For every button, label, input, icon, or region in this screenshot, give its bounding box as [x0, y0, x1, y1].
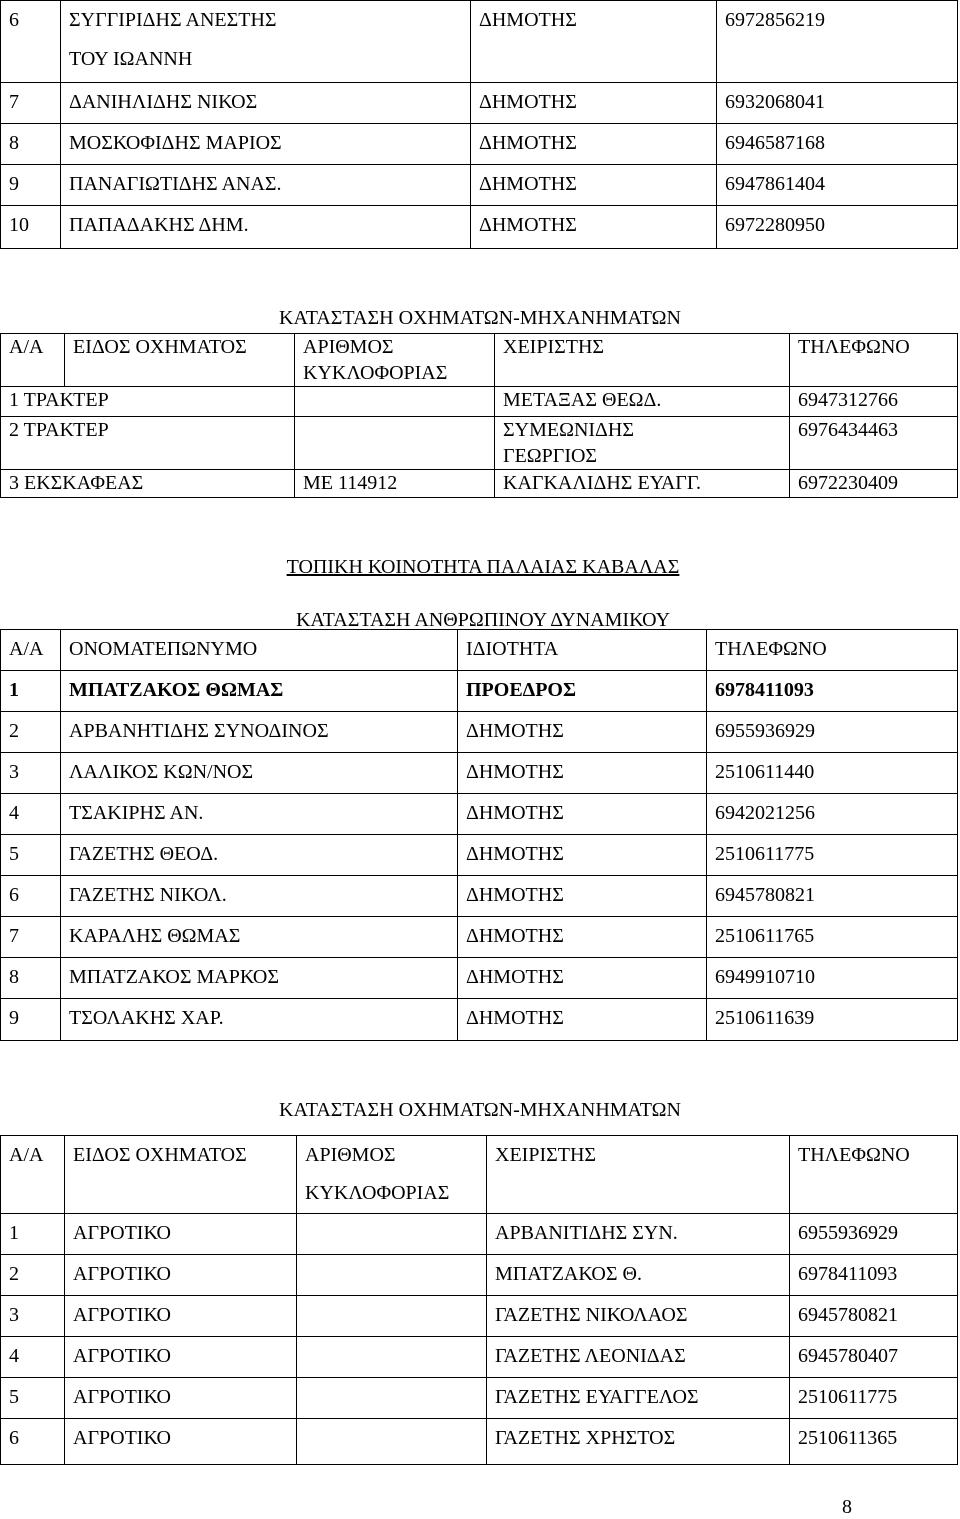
table-row: [1, 1419, 958, 1465]
vehicle-plate: [297, 1378, 487, 1419]
vehicle-operator: ΓΑΖΕΤΗΣ ΧΡΗΣΤΟΣ: [487, 1419, 790, 1465]
table-header-row: [1, 630, 958, 671]
table-row: [1, 1378, 958, 1419]
vehicle-plate: [295, 417, 495, 470]
page-number: 8: [842, 1496, 852, 1518]
row-name: ΠΑΠΑΔΑΚΗΣ ΔΗΜ.: [61, 206, 471, 249]
vehicle-operator: ΓΑΖΕΤΗΣ ΛΕΟΝΙΔΑΣ: [487, 1337, 790, 1378]
row-number: 4: [1, 794, 61, 835]
table-row: [1, 83, 958, 124]
row-number: 6: [1, 876, 61, 917]
table-row: [1, 835, 958, 876]
vehicle-phone: 2510611365: [790, 1419, 958, 1465]
row-name: ΤΣΑΚΙΡΗΣ ΑΝ.: [61, 794, 458, 835]
row-name: ΠΑΝΑΓΙΩΤΙΔΗΣ ΑΝΑΣ.: [61, 165, 471, 206]
vehicle-operator: ΚΑΓΚΑΛΙΔΗΣ ΕΥΑΓΓ.: [495, 470, 790, 498]
row-phone: 6949910710: [707, 958, 958, 999]
row-phone: 6946587168: [717, 124, 958, 165]
vehicle-type: 3 ΕΚΣΚΑΦΕΑΣ: [1, 470, 295, 498]
vehicle-plate: [297, 1337, 487, 1378]
row-name: ΔΑΝΙΗΛΙΔΗΣ ΝΙΚΟΣ: [61, 83, 471, 124]
vehicle-plate: [297, 1255, 487, 1296]
row-phone: 2510611765: [707, 917, 958, 958]
vehicle-phone: 6945780407: [790, 1337, 958, 1378]
table-row: [1, 124, 958, 165]
row-phone: 6972280950: [717, 206, 958, 249]
header-plate: ΑΡΙΘΜΟΣ ΚΥΚΛΟΦΟΡΙΑΣ: [297, 1136, 487, 1214]
section-title: ΚΑΤΑΣΤΑΣΗ ΑΝΘΡΩΠΙΝΟΥ ΔΥΝΑΜΙΚΟΥ: [295, 609, 671, 631]
vehicle-type: 2 ΤΡΑΚΤΕΡ: [1, 417, 295, 470]
table-header-row: [1, 334, 958, 387]
row-role: ΔΗΜΟΤΗΣ: [471, 1, 717, 83]
section-title: ΚΑΤΑΣΤΑΣΗ ΟΧΗΜΑΤΩΝ-ΜΗΧΑΝΗΜΑΤΩΝ: [279, 307, 681, 329]
row-role: ΔΗΜΟΤΗΣ: [471, 206, 717, 249]
row-number: 8: [1, 124, 61, 165]
vehicle-plate: [297, 1296, 487, 1337]
header-type: ΕΙΔΟΣ ΟΧΗΜΑΤΟΣ: [65, 1136, 297, 1214]
header-name: ΟΝΟΜΑΤΕΠΩΝΥΜΟ: [61, 630, 458, 671]
table-row: [1, 1255, 958, 1296]
header-operator: ΧΕΙΡΙΣΤΗΣ: [487, 1136, 790, 1214]
row-number: 1: [1, 1214, 65, 1255]
vehicle-phone: 6978411093: [790, 1255, 958, 1296]
vehicle-operator: ΣΥΜΕΩΝΙΔΗΣ ΓΕΩΡΓΙΟΣ: [495, 417, 790, 470]
header-aa: Α/Α: [1, 1136, 65, 1214]
row-number: 3: [1, 753, 61, 794]
vehicle-plate: [295, 387, 495, 417]
vehicle-type: ΑΓΡΟΤΙΚΟ: [65, 1296, 297, 1337]
table-row: [1, 206, 958, 249]
vehicle-plate: [297, 1214, 487, 1255]
vehicle-operator: ΓΑΖΕΤΗΣ ΝΙΚΟΛΑΟΣ: [487, 1296, 790, 1337]
table-row: [1, 417, 958, 470]
row-name: ΛΑΛΙΚΟΣ ΚΩΝ/ΝΟΣ: [61, 753, 458, 794]
vehicles-table-a: [0, 333, 960, 498]
residents-table-continued: [0, 0, 960, 249]
row-number: 2: [1, 1255, 65, 1296]
header-type: ΕΙΔΟΣ ΟΧΗΜΑΤΟΣ: [65, 334, 295, 387]
row-role: ΔΗΜΟΤΗΣ: [458, 835, 707, 876]
row-number: 9: [1, 165, 61, 206]
row-role: ΔΗΜΟΤΗΣ: [458, 999, 707, 1041]
row-phone: 6972856219: [717, 1, 958, 83]
row-phone: 2510611639: [707, 999, 958, 1041]
row-phone: 6955936929: [707, 712, 958, 753]
header-phone: ΤΗΛΕΦΩΝΟ: [707, 630, 958, 671]
vehicle-plate: [297, 1419, 487, 1465]
row-number: 6: [1, 1419, 65, 1465]
table-row: [1, 387, 958, 417]
vehicle-phone: 6972230409: [790, 470, 958, 498]
staff-table: [0, 629, 960, 1041]
row-number: 6: [1, 1, 61, 83]
table-row: [1, 958, 958, 999]
row-number: 9: [1, 999, 61, 1041]
table-row: [1, 671, 958, 712]
vehicle-phone: 6947312766: [790, 387, 958, 417]
row-role: ΔΗΜΟΤΗΣ: [458, 753, 707, 794]
vehicle-type: ΑΓΡΟΤΙΚΟ: [65, 1214, 297, 1255]
row-number: 1: [1, 671, 61, 712]
row-name: ΜΠΑΤΖΑΚΟΣ ΘΩΜΑΣ: [61, 671, 458, 712]
vehicle-type: 1 ΤΡΑΚΤΕΡ: [1, 387, 295, 417]
row-role: ΔΗΜΟΤΗΣ: [471, 165, 717, 206]
row-phone: 6947861404: [717, 165, 958, 206]
table-header-row: [1, 1136, 958, 1214]
row-number: 8: [1, 958, 61, 999]
row-number: 7: [1, 83, 61, 124]
vehicle-operator: ΜΕΤΑΞΑΣ ΘΕΩΔ.: [495, 387, 790, 417]
row-role: ΔΗΜΟΤΗΣ: [471, 124, 717, 165]
vehicle-phone: 6976434463: [790, 417, 958, 470]
row-name: ΤΣΟΛΑΚΗΣ ΧΑΡ.: [61, 999, 458, 1041]
table-row: [1, 917, 958, 958]
row-name: ΜΠΑΤΖΑΚΟΣ ΜΑΡΚΟΣ: [61, 958, 458, 999]
vehicle-type: ΑΓΡΟΤΙΚΟ: [65, 1378, 297, 1419]
header-role: ΙΔΙΟΤΗΤΑ: [458, 630, 707, 671]
vehicle-operator: ΜΠΑΤΖΑΚΟΣ Θ.: [487, 1255, 790, 1296]
row-role: ΔΗΜΟΤΗΣ: [458, 794, 707, 835]
section-title: ΚΑΤΑΣΤΑΣΗ ΟΧΗΜΑΤΩΝ-ΜΗΧΑΝΗΜΑΤΩΝ: [279, 1099, 681, 1121]
vehicle-plate: ΜΕ 114912: [295, 470, 495, 498]
row-phone: 2510611440: [707, 753, 958, 794]
row-name: ΚΑΡΑΛΗΣ ΘΩΜΑΣ: [61, 917, 458, 958]
vehicle-operator: ΓΑΖΕΤΗΣ ΕΥΑΓΓΕΛΟΣ: [487, 1378, 790, 1419]
row-role: ΔΗΜΟΤΗΣ: [458, 712, 707, 753]
row-number: 5: [1, 835, 61, 876]
row-phone: 2510611775: [707, 835, 958, 876]
table-row: [1, 794, 958, 835]
vehicle-phone: 6945780821: [790, 1296, 958, 1337]
header-plate: ΑΡΙΘΜΟΣ ΚΥΚΛΟΦΟΡΙΑΣ: [295, 334, 495, 387]
row-number: 10: [1, 206, 61, 249]
row-phone: 6942021256: [707, 794, 958, 835]
row-phone: 6945780821: [707, 876, 958, 917]
row-role: ΔΗΜΟΤΗΣ: [458, 958, 707, 999]
row-role: ΔΗΜΟΤΗΣ: [458, 876, 707, 917]
table-row: [1, 1214, 958, 1255]
row-role: ΠΡΟΕΔΡΟΣ: [458, 671, 707, 712]
row-name: ΣΥΓΓΙΡΙΔΗΣ ΑΝΕΣΤΗΣ ΤΟΥ ΙΩΑΝΝΗ: [61, 1, 471, 83]
vehicle-type: ΑΓΡΟΤΙΚΟ: [65, 1255, 297, 1296]
row-number: 2: [1, 712, 61, 753]
row-number: 5: [1, 1378, 65, 1419]
vehicle-type: ΑΓΡΟΤΙΚΟ: [65, 1337, 297, 1378]
row-number: 7: [1, 917, 61, 958]
header-operator: ΧΕΙΡΙΣΤΗΣ: [495, 334, 790, 387]
row-number: 3: [1, 1296, 65, 1337]
table-row: [1, 712, 958, 753]
row-role: ΔΗΜΟΤΗΣ: [471, 83, 717, 124]
table-row: [1, 999, 958, 1041]
table-row: [1, 1296, 958, 1337]
community-title: ΤΟΠΙΚΗ ΚΟΙΝΟΤΗΤΑ ΠΑΛΑΙΑΣ ΚΑΒΑΛΑΣ: [286, 556, 680, 578]
header-phone: ΤΗΛΕΦΩΝΟ: [790, 334, 958, 387]
row-name: ΜΟΣΚΟΦΙΔΗΣ ΜΑΡΙΟΣ: [61, 124, 471, 165]
vehicles-table-b: [0, 1135, 960, 1465]
header-aa: Α/Α: [1, 630, 61, 671]
row-role: ΔΗΜΟΤΗΣ: [458, 917, 707, 958]
vehicle-operator: ΑΡΒΑΝΙΤΙΔΗΣ ΣΥΝ.: [487, 1214, 790, 1255]
vehicle-type: ΑΓΡΟΤΙΚΟ: [65, 1419, 297, 1465]
row-name: ΑΡΒΑΝΗΤΙΔΗΣ ΣΥΝΟΔΙΝΟΣ: [61, 712, 458, 753]
vehicle-phone: 2510611775: [790, 1378, 958, 1419]
row-name: ΓΑΖΕΤΗΣ ΝΙΚΟΛ.: [61, 876, 458, 917]
table-row: [1, 1, 958, 83]
table-row: [1, 470, 958, 498]
header-aa: Α/Α: [1, 334, 65, 387]
header-phone: ΤΗΛΕΦΩΝΟ: [790, 1136, 958, 1214]
vehicle-phone: 6955936929: [790, 1214, 958, 1255]
row-name: ΓΑΖΕΤΗΣ ΘΕΟΔ.: [61, 835, 458, 876]
row-phone: 6932068041: [717, 83, 958, 124]
table-row: [1, 876, 958, 917]
row-number: 4: [1, 1337, 65, 1378]
table-row: [1, 753, 958, 794]
row-phone: 6978411093: [707, 671, 958, 712]
table-row: [1, 165, 958, 206]
table-row: [1, 1337, 958, 1378]
